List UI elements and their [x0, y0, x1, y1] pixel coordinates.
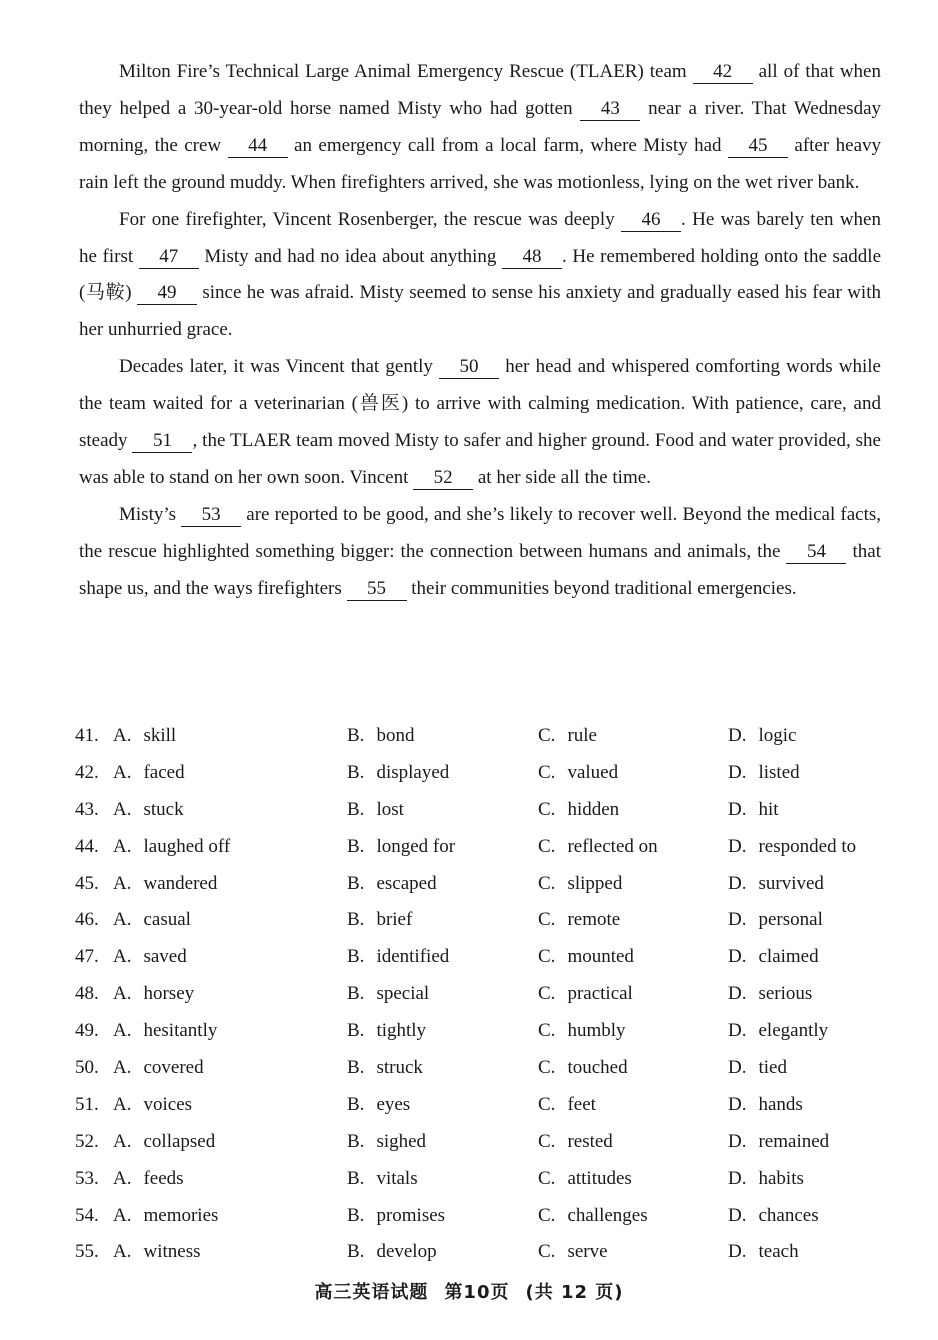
choice-text: collapsed	[143, 1130, 216, 1152]
choice-text: reflected on	[567, 835, 658, 857]
choice-letter: C.	[538, 725, 556, 746]
choice-text: challenges	[567, 1204, 648, 1226]
question-number: 53.	[75, 1167, 99, 1189]
choice-letter: C.	[538, 1241, 556, 1263]
choice-c	[538, 1161, 632, 1198]
choice-letter: D.	[728, 835, 747, 857]
choice-letter: A.	[113, 872, 132, 894]
choice-letter: A.	[113, 1057, 132, 1079]
choice-text: longed for	[376, 835, 456, 857]
choice-letter: D.	[728, 872, 747, 894]
choice-text: rested	[567, 1130, 613, 1152]
choice-text: eyes	[376, 1093, 411, 1115]
question-number: 55.	[75, 1241, 99, 1263]
choice-text: hands	[758, 1093, 803, 1115]
choice-letter: C.	[538, 1057, 556, 1079]
choice-text: attitudes	[567, 1167, 632, 1189]
choice-letter: D.	[728, 1167, 747, 1189]
passage-text: an emergency call from a local farm, where Misty had	[287, 134, 728, 156]
option-row-49	[75, 1013, 895, 1050]
choice-text: bond	[376, 725, 415, 746]
blank-53: 53	[181, 504, 241, 527]
choice-letter: D.	[728, 1057, 747, 1079]
choice-letter: A.	[113, 1204, 132, 1226]
choice-a	[113, 1124, 215, 1161]
option-row-46	[75, 902, 895, 939]
choice-b	[347, 902, 412, 939]
choice-text: brief	[376, 909, 413, 931]
blank-48: 48	[502, 246, 562, 269]
choice-a	[113, 829, 230, 866]
choice-text: vitals	[376, 1167, 418, 1189]
choice-c	[538, 866, 622, 903]
choice-text: rule	[567, 725, 597, 746]
choice-c	[538, 1050, 628, 1087]
choice-letter: D.	[728, 1130, 747, 1152]
choice-text: teach	[758, 1241, 799, 1263]
choice-b	[347, 1050, 423, 1087]
option-row-44	[75, 829, 895, 866]
choice-a	[113, 1050, 204, 1087]
choice-a	[113, 1087, 192, 1124]
choice-letter: B.	[347, 761, 365, 783]
choice-letter: C.	[538, 1130, 556, 1152]
choice-text: survived	[758, 872, 824, 894]
choice-letter: D.	[728, 1093, 747, 1115]
choice-letter: A.	[113, 1093, 132, 1115]
blank-52: 52	[413, 467, 473, 490]
choice-text: slipped	[567, 872, 623, 894]
choice-b	[347, 1198, 445, 1235]
choice-letter: A.	[113, 946, 132, 968]
choice-text: laughed off	[143, 835, 231, 857]
choice-letter: A.	[113, 1130, 132, 1152]
choice-letter: A.	[113, 1020, 132, 1042]
question-number: 43.	[75, 798, 99, 820]
choice-letter: B.	[347, 1020, 365, 1042]
choice-a	[113, 939, 187, 976]
choice-a	[113, 902, 191, 939]
choice-b	[347, 755, 449, 792]
choice-text: practical	[567, 983, 633, 1005]
choice-text: feet	[567, 1093, 596, 1115]
choice-c	[538, 939, 634, 976]
choice-text: serious	[758, 983, 813, 1005]
choice-text: witness	[143, 1241, 201, 1263]
choice-a	[113, 976, 194, 1013]
choice-letter: D.	[728, 1204, 747, 1226]
blank-44: 44	[228, 135, 288, 158]
choice-letter: C.	[538, 909, 556, 931]
choice-text: habits	[758, 1167, 804, 1189]
option-row-53	[75, 1161, 895, 1198]
choice-text: hit	[758, 798, 779, 820]
choice-letter: C.	[538, 835, 556, 857]
choice-d	[728, 866, 824, 903]
choice-text: develop	[376, 1241, 437, 1263]
choice-text: faced	[143, 761, 185, 783]
passage-text: . He was barely ten when he first	[79, 208, 881, 267]
choice-text: displayed	[376, 761, 450, 783]
choice-text: special	[376, 983, 430, 1005]
choice-text: sighed	[376, 1130, 427, 1152]
choice-text: responded to	[758, 835, 857, 857]
question-number: 46.	[75, 909, 99, 931]
blank-51: 51	[132, 430, 192, 453]
option-row-43	[75, 792, 895, 829]
choice-text: serve	[567, 1241, 608, 1263]
choice-a	[113, 1013, 217, 1050]
choice-letter: A.	[113, 909, 132, 931]
choice-c	[538, 718, 597, 755]
choice-text: saved	[143, 946, 187, 968]
choice-text: covered	[143, 1057, 204, 1079]
question-number: 44.	[75, 835, 99, 857]
choice-d	[728, 1050, 787, 1087]
choice-d	[728, 1234, 799, 1271]
choice-letter: B.	[347, 946, 365, 968]
option-row-52	[75, 1124, 895, 1161]
choice-d	[728, 1161, 804, 1198]
question-number: 42.	[75, 761, 99, 783]
choice-letter: B.	[347, 835, 365, 857]
passage-text: after heavy rain left the ground muddy. When firefighters arrived, she was motionless, lying on the wet river bank.	[79, 134, 882, 193]
passage-text: Misty’s	[119, 503, 182, 525]
passage-text: since he was afraid. Misty seemed to sense his anxiety and gradually eased his fear with her unhurried grace.	[79, 282, 881, 341]
choice-d	[728, 939, 819, 976]
choice-letter: A.	[113, 761, 132, 783]
passage-text: . He remembered holding onto the saddle (马鞍)	[79, 245, 882, 304]
choice-text: skill	[143, 725, 177, 746]
passage-text: Misty and had no idea about anything	[198, 245, 503, 267]
choice-b	[347, 939, 449, 976]
choice-c	[538, 1234, 608, 1271]
choice-b	[347, 792, 404, 829]
question-number: 45.	[75, 872, 99, 894]
blank-47: 47	[139, 246, 199, 269]
choice-text: listed	[758, 761, 800, 783]
choice-letter: D.	[728, 946, 747, 968]
choice-letter: B.	[347, 1167, 365, 1189]
choice-letter: B.	[347, 1204, 365, 1226]
page-footer	[0, 1278, 938, 1304]
choice-text: promises	[376, 1204, 446, 1226]
choice-d	[728, 1198, 819, 1235]
choice-d	[728, 902, 823, 939]
choice-letter: D.	[728, 909, 747, 931]
choice-b	[347, 1124, 426, 1161]
cloze-passage	[79, 54, 881, 608]
choice-text: struck	[376, 1057, 423, 1079]
question-number: 50.	[75, 1057, 99, 1079]
choice-letter: D.	[728, 1241, 747, 1263]
choice-c	[538, 1198, 648, 1235]
choice-text: hidden	[567, 798, 620, 820]
choice-text: stuck	[143, 798, 184, 820]
passage-text: are reported to be good, and she’s likely to recover well. Beyond the medical facts, the rescue highlighted something bigger: the connection between humans and animals, the	[79, 503, 881, 562]
question-number: 48.	[75, 983, 99, 1005]
choice-d	[728, 829, 856, 866]
blank-45: 45	[728, 135, 788, 158]
choice-c	[538, 755, 618, 792]
choice-letter: A.	[113, 1167, 132, 1189]
choice-text: elegantly	[758, 1020, 829, 1042]
passage-paragraph	[79, 497, 881, 608]
passage-text: at her side all the time.	[473, 466, 651, 488]
choice-letter: B.	[347, 1057, 365, 1079]
choice-b	[347, 1161, 418, 1198]
choice-letter: B.	[347, 872, 365, 894]
choice-d	[728, 976, 812, 1013]
choice-letter: C.	[538, 1020, 556, 1042]
choice-letter: B.	[347, 983, 365, 1005]
choice-c	[538, 976, 633, 1013]
choice-text: lost	[376, 798, 404, 820]
choice-d	[728, 1124, 829, 1161]
choice-b	[347, 1013, 426, 1050]
option-row-54	[75, 1198, 895, 1235]
choice-letter: D.	[728, 798, 747, 820]
choice-text: horsey	[143, 983, 195, 1005]
choice-text: mounted	[567, 946, 634, 968]
question-number: 54.	[75, 1204, 99, 1226]
option-row-42	[75, 755, 895, 792]
choice-letter: A.	[113, 798, 132, 820]
choice-d	[728, 755, 800, 792]
choice-text: feeds	[143, 1167, 184, 1189]
choice-b	[347, 829, 455, 866]
passage-text: all of that when they helped a 30-year-old horse named Misty who had gotten	[79, 61, 881, 119]
choice-letter: D.	[728, 725, 747, 746]
choice-d	[728, 792, 779, 829]
choice-letter: C.	[538, 761, 556, 783]
choice-letter: C.	[538, 1204, 556, 1226]
choice-text: identified	[376, 946, 450, 968]
choice-letter: C.	[538, 872, 556, 894]
question-number: 47.	[75, 946, 99, 968]
question-number: 41.	[75, 725, 99, 746]
choice-letter: C.	[538, 1167, 556, 1189]
option-row-47	[75, 939, 895, 976]
choice-letter: D.	[728, 1020, 747, 1042]
choice-b	[347, 1087, 410, 1124]
choice-a	[113, 792, 184, 829]
choice-c	[538, 902, 620, 939]
choice-text: humbly	[567, 1020, 626, 1042]
passage-text: that shape us, and the ways firefighters	[79, 540, 881, 599]
choice-letter: B.	[347, 798, 365, 820]
passage-text: Milton Fire’s Technical Large Animal Emergency Rescue (TLAER) team	[119, 61, 693, 82]
passage-text: Decades later, it was Vincent that gently	[119, 356, 440, 378]
passage-paragraph	[79, 349, 881, 497]
choice-text: personal	[758, 909, 823, 931]
question-number: 49.	[75, 1020, 99, 1042]
blank-42: 42	[693, 61, 753, 84]
choice-c	[538, 829, 658, 866]
blank-43: 43	[580, 98, 640, 121]
choice-text: valued	[567, 761, 619, 783]
choice-a	[113, 1198, 218, 1235]
choice-a	[113, 718, 176, 755]
choice-text: casual	[143, 909, 191, 931]
choice-text: remote	[567, 909, 621, 931]
choice-letter: A.	[113, 1241, 132, 1263]
choice-letter: D.	[728, 761, 747, 783]
choice-text: remained	[758, 1130, 830, 1152]
choice-text: claimed	[758, 946, 819, 968]
choice-text: tightly	[376, 1020, 427, 1042]
choice-c	[538, 1087, 596, 1124]
choice-a	[113, 1234, 200, 1271]
choice-text: hesitantly	[143, 1020, 218, 1042]
choice-letter: B.	[347, 1241, 365, 1263]
question-number: 52.	[75, 1130, 99, 1152]
choice-letter: B.	[347, 725, 365, 746]
choice-text: touched	[567, 1057, 628, 1079]
option-row-51	[75, 1087, 895, 1124]
choice-c	[538, 792, 619, 829]
blank-50: 50	[439, 356, 499, 379]
choice-d	[728, 1013, 828, 1050]
choice-letter: C.	[538, 983, 556, 1005]
option-row-48	[75, 976, 895, 1013]
choice-letter: A.	[113, 835, 132, 857]
blank-46: 46	[621, 209, 681, 232]
choice-text: wandered	[143, 872, 218, 894]
choice-letter: A.	[113, 725, 132, 746]
choice-b	[347, 976, 429, 1013]
option-row-45	[75, 866, 895, 903]
choice-text: tied	[758, 1057, 787, 1079]
blank-55: 55	[347, 578, 407, 601]
option-row-55	[75, 1234, 895, 1271]
passage-text: her head and whispered comforting words while the team waited for a veterinarian (兽医) to arrive with calming medication. With patience, care, and steady	[79, 356, 881, 452]
passage-text: their communities beyond traditional emergencies.	[406, 577, 797, 599]
answer-options-list	[75, 718, 895, 1271]
choice-letter: B.	[347, 1093, 365, 1115]
blank-49: 49	[137, 282, 197, 305]
choice-c	[538, 1124, 613, 1161]
passage-paragraph	[79, 202, 881, 350]
choice-c	[538, 1013, 626, 1050]
choice-letter: C.	[538, 798, 556, 820]
choice-a	[113, 1161, 184, 1198]
choice-b	[347, 866, 437, 903]
choice-text: logic	[758, 725, 797, 746]
passage-paragraph	[79, 54, 881, 202]
choice-letter: B.	[347, 1130, 365, 1152]
choice-a	[113, 755, 185, 792]
footer-total-pages: (共 12 页)	[525, 1282, 624, 1303]
option-row-41	[75, 718, 895, 755]
choice-letter: C.	[538, 1093, 556, 1115]
choice-b	[347, 718, 414, 755]
choice-letter: D.	[728, 983, 747, 1005]
choice-text: escaped	[376, 872, 437, 894]
passage-text: For one firefighter, Vincent Rosenberger, the rescue was deeply	[119, 208, 622, 230]
passage-text: near a river. That Wednesday morning, the crew	[79, 97, 882, 156]
footer-page-number: 第10页	[444, 1282, 510, 1303]
choice-letter: A.	[113, 983, 132, 1005]
option-row-50	[75, 1050, 895, 1087]
choice-letter: C.	[538, 946, 556, 968]
blank-54: 54	[786, 541, 846, 564]
choice-letter: B.	[347, 909, 365, 931]
choice-text: memories	[143, 1204, 219, 1226]
choice-text: chances	[758, 1204, 819, 1226]
choice-d	[728, 1087, 803, 1124]
choice-text: voices	[143, 1093, 193, 1115]
choice-d	[728, 718, 796, 755]
question-number: 51.	[75, 1093, 99, 1115]
passage-text: , the TLAER team moved Misty to safer and higher ground. Food and water provided, she was able to stand on her own soon. Vincent	[79, 430, 881, 488]
footer-subject: 高三英语试题	[314, 1282, 429, 1303]
choice-b	[347, 1234, 437, 1271]
choice-a	[113, 866, 217, 903]
